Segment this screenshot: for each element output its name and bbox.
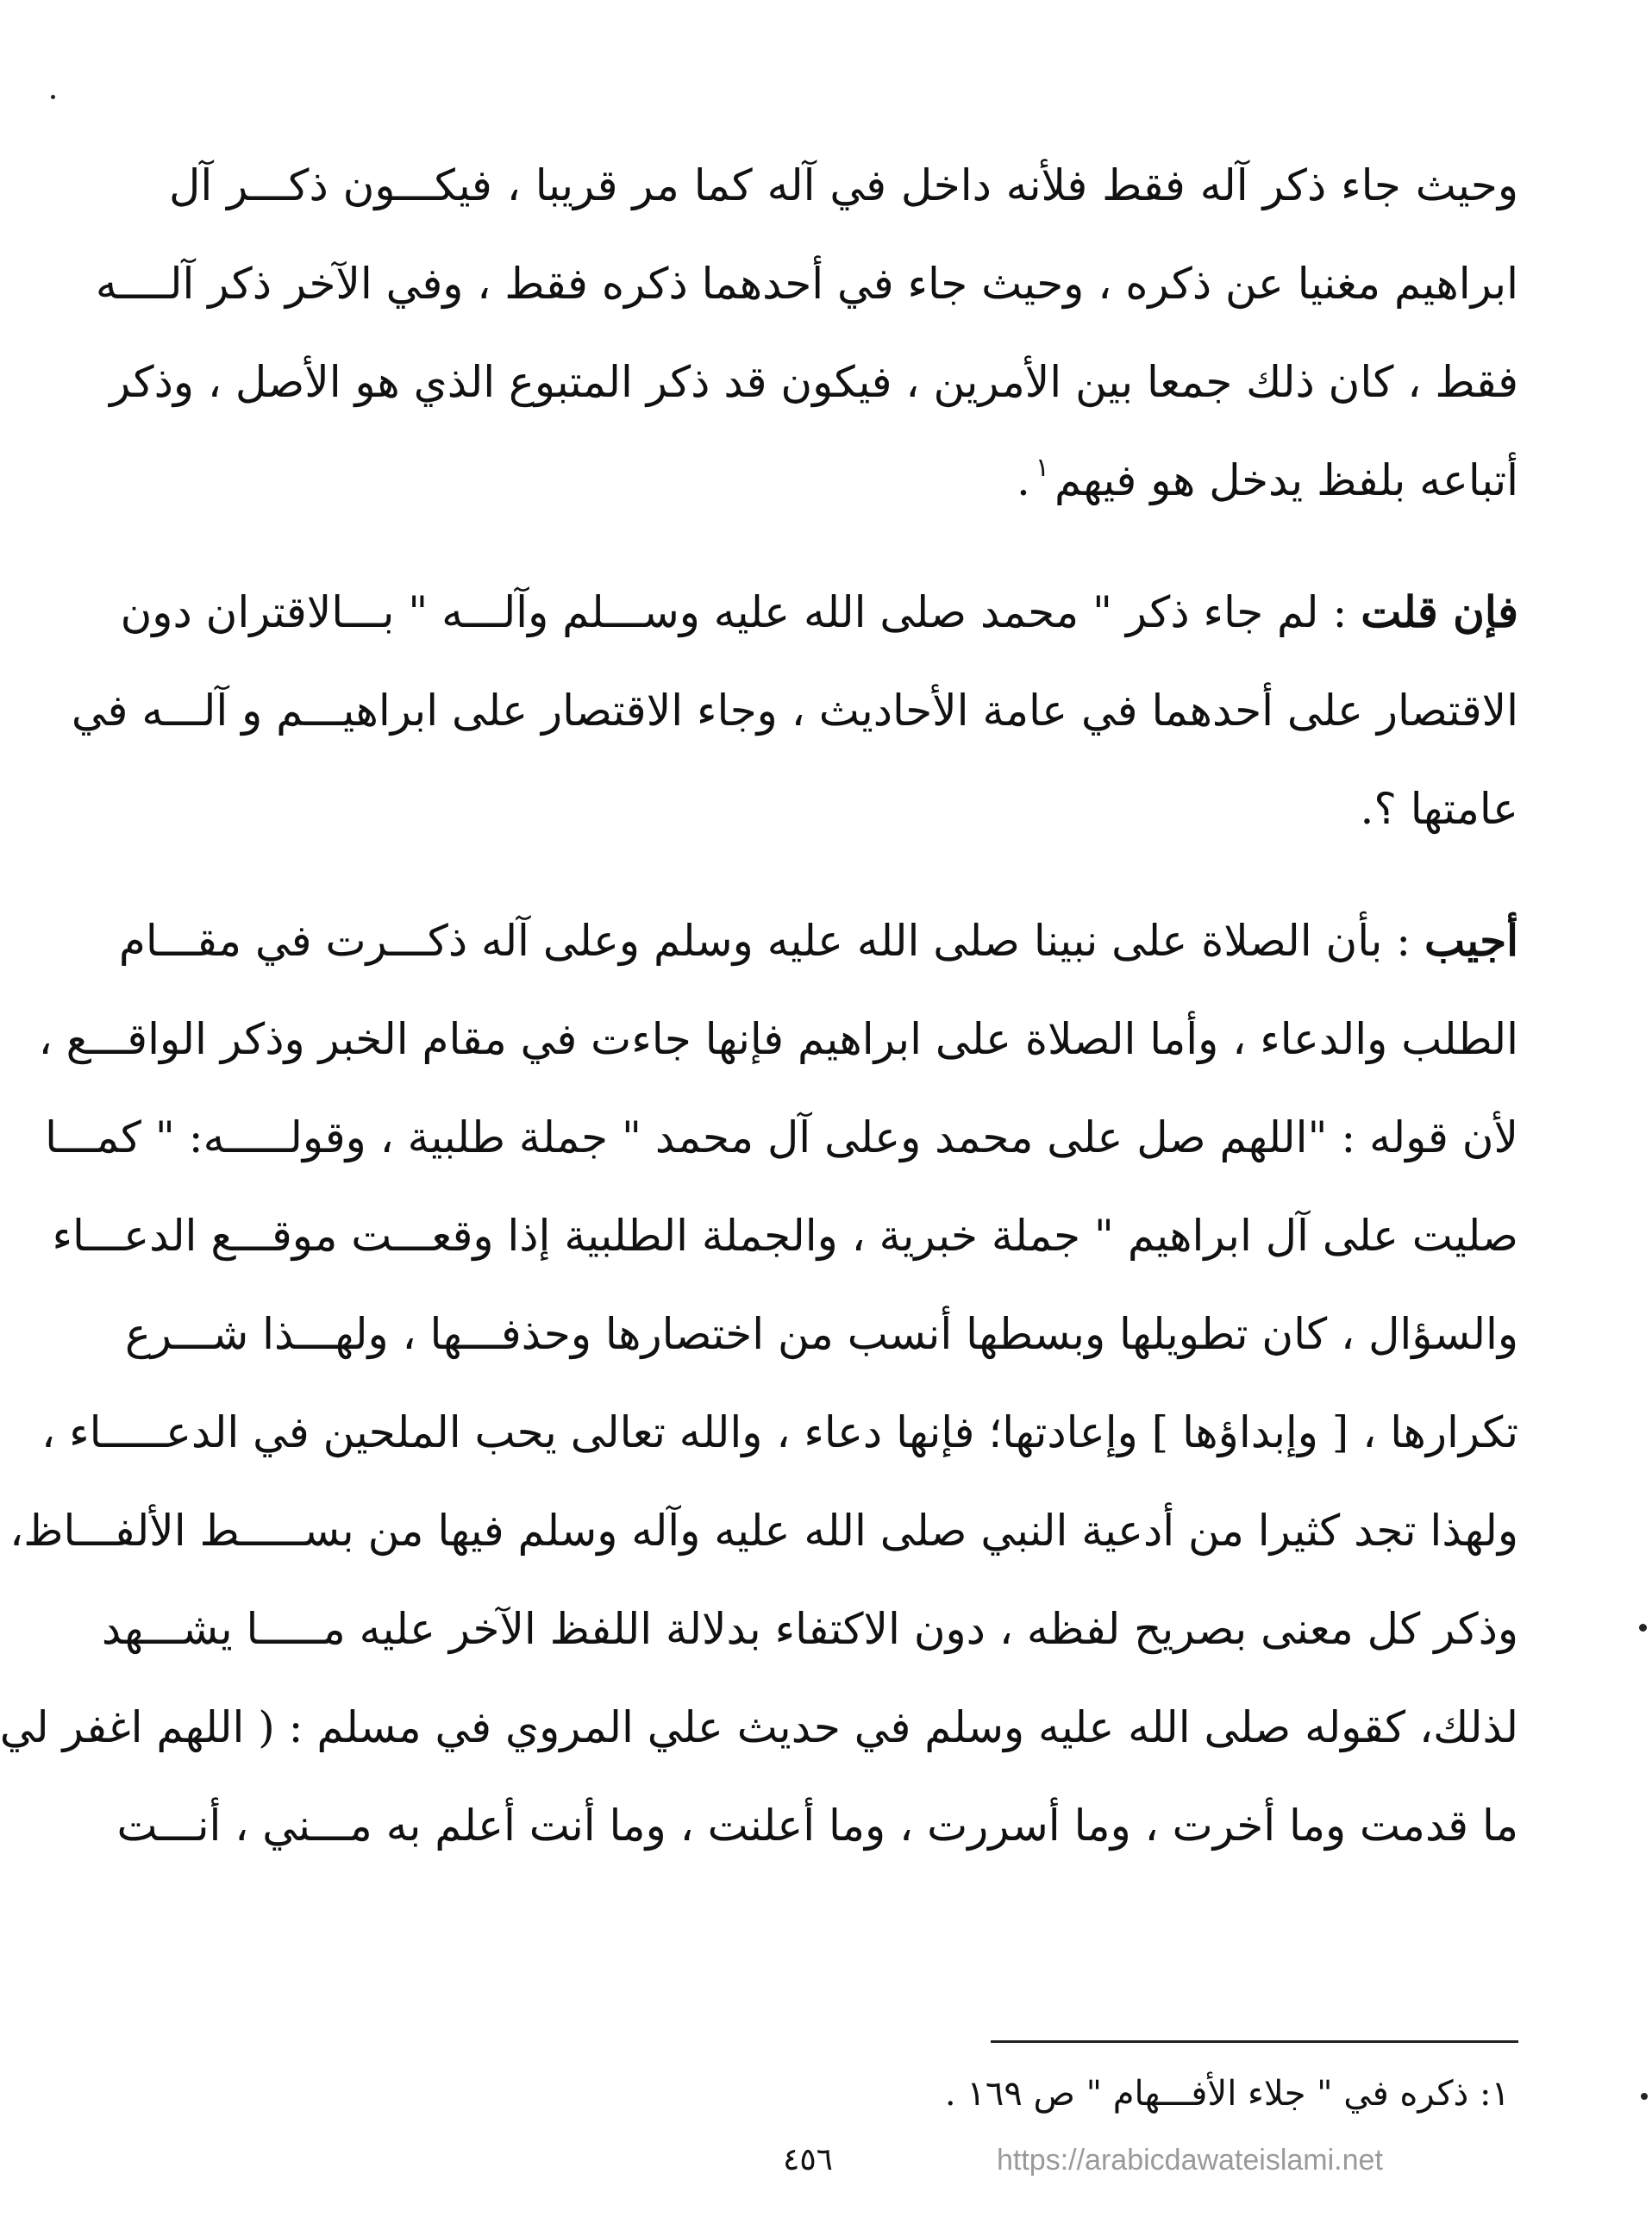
- paragraph-1-line-3: فقط ، كان ذلك جمعا بين الأمرين ، فيكون قد ذكر المتبوع الذي هو الأصل ، وذكر: [110, 357, 1518, 407]
- footnote-separator: [991, 2040, 1518, 2043]
- footnote-marker: ١: [1035, 453, 1049, 483]
- paragraph-1-line-1: وحيث جاء ذكر آله فقط فلأنه داخل في آله كما مر قريبا ، فيكـــون ذكـــر آل: [169, 160, 1518, 210]
- scan-speck: [1641, 2093, 1648, 2100]
- paragraph-3-line-10: ما قدمت وما أخرت ، وما أسررت ، وما أعلنت ، وما أنت أعلم به مـــني ، أنـــت: [116, 1801, 1518, 1851]
- paragraph-3-line-5: والسؤال ، كان تطويلها وبسطها أنسب من اختصارها وحذفـــها ، ولهـــذا شـــرع: [124, 1309, 1518, 1359]
- watermark-url: https://arabicdawateislami.net: [997, 2144, 1383, 2177]
- paragraph-3-line-8: وذكر كل معنى بصريح لفظه ، دون الاكتفاء بدلالة اللفظ الآخر عليه مـــــا يشـــهد: [101, 1604, 1518, 1654]
- paragraph-3-line-2: الطلب والدعاء ، وأما الصلاة على ابراهيم فإنها جاءت في مقام الخبر وذكر الواقـــع ،: [38, 1014, 1518, 1064]
- paragraph-1-line-4: [169, 446, 1518, 515]
- paragraph-2-line-1-text: : لم جاء ذكر " محمد صلى الله عليه وســـلم وآلـــه " بـــالاقتران دون: [120, 587, 1361, 637]
- paragraph-2-line-1: [120, 578, 1518, 647]
- paragraph-1-line-2: ابراهيم مغنيا عن ذكره ، وحيث جاء في أحدهما ذكره فقط ، وفي الآخر ذكر آلــــه: [95, 259, 1518, 309]
- paragraph-3-line-7: ولهذا تجد كثيرا من أدعية النبي صلى الله عليه وآله وسلم فيها من بســـــط الألفـــاظ،: [9, 1506, 1518, 1556]
- paragraph-2-line-3: عامتها ؟.: [1360, 784, 1518, 834]
- page-number: ٤٥٦: [782, 2142, 833, 2177]
- paragraph-3-lead: أجيب: [1424, 915, 1518, 966]
- paragraph-3-line-4: صليت على آل ابراهيم " جملة خبرية ، والجملة الطلبية إذا وقعـــت موقـــع الدعـــاء: [52, 1211, 1518, 1261]
- paragraph-3-line-6: تكرارها ، [ وإبداؤها ] وإعادتها؛ فإنها دعاء ، والله تعالى يحب الملحين في الدعـــــاء ،: [41, 1407, 1518, 1457]
- paragraph-2-lead: فإن قلت: [1361, 586, 1518, 637]
- scan-speck: [1639, 1624, 1647, 1632]
- paragraph-3-line-1: [118, 906, 1518, 975]
- paragraph-3-line-3: لأن قوله : "اللهم صل على محمد وعلى آل محمد " جملة طلبية ، وقولـــــه: " كمـــا: [45, 1112, 1518, 1162]
- paragraph-1-line-4-end: .: [1016, 455, 1030, 505]
- paragraph-3-line-9: لذلك، كقوله صلى الله عليه وسلم في حديث علي المروي في مسلم : ( اللهم اغفر لي: [0, 1702, 1518, 1752]
- scan-speck: [51, 95, 55, 99]
- paragraph-3-line-1-text: : بأن الصلاة على نبينا صلى الله عليه وسلم وعلى آله ذكـــرت في مقـــام: [118, 916, 1425, 966]
- paragraph-1-line-4-text: أتباعه بلفظ يدخل هو فيهم: [1054, 455, 1518, 505]
- footnote: ١: ذكره في " جلاء الأفـــهام " ص ١٦٩ .: [944, 2074, 1510, 2114]
- paragraph-2-line-2: الاقتصار على أحدهما في عامة الأحاديث ، وجاء الاقتصار على ابراهيـــم و آلـــه في: [71, 686, 1518, 736]
